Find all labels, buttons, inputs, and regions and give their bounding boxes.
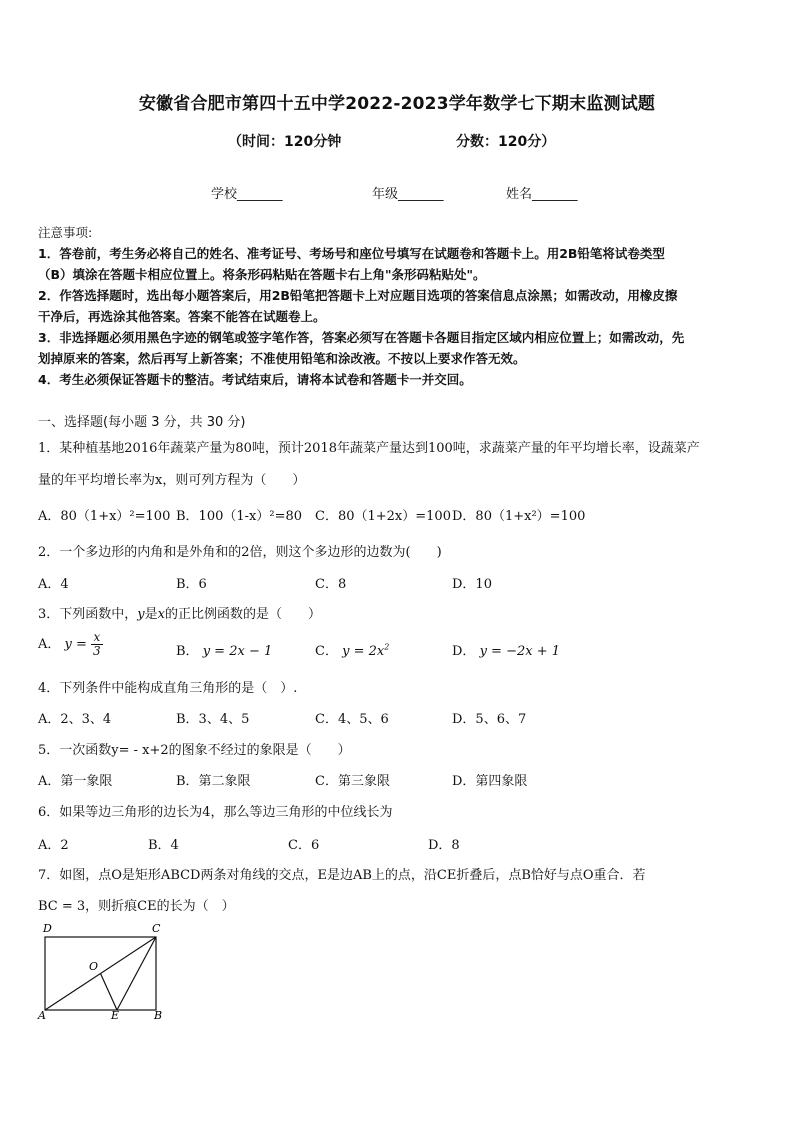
- q5-option-b: B．第二象限: [176, 774, 251, 789]
- question-1-line-1: 1．某种植基地2016年蔬菜产量为80吨，预计2018年蔬菜产量达到100吨，求蔬菜产量的年平均增长率，设蔬菜产: [38, 441, 700, 456]
- notice-heading: 注意事项:: [38, 225, 93, 240]
- q3-option-a-lhs: y =: [64, 637, 87, 652]
- label-b: B: [154, 1009, 163, 1022]
- q3-option-b-label: B．: [176, 644, 199, 659]
- q1-option-d: D．80（1+x²）=100: [452, 509, 586, 524]
- school-field: 学校_______: [211, 187, 283, 202]
- q1-option-b: B．100（1-x）²=80: [176, 509, 303, 524]
- fraction-numerator: x: [91, 631, 103, 645]
- question-6-stem: 6．如果等边三角形的边长为4，那么等边三角形的中位线长为: [38, 805, 393, 820]
- q5-option-a: A．第一象限: [38, 774, 113, 789]
- q2-option-d: D．10: [452, 577, 492, 592]
- notice-line: 3．非选择题必须用黑色字迹的钢笔或签字笔作答，答案必须写在答题卡各题目指定区域内相应位置上；如需改动，先: [38, 330, 685, 345]
- notice-line: 2．作答选择题时，选出每小题答案后，用2B铅笔把答题卡上对应题目选项的答案信息点涂黑；如需改动，用橡皮擦: [38, 288, 678, 303]
- q3-stem-b: 是: [144, 607, 158, 622]
- q3-option-c-expr: y = 2x: [342, 644, 385, 659]
- grade-field: 年级_______: [372, 187, 444, 202]
- notice-line: 4．考生必须保证答题卡的整洁。考试结束后，请将本试卷和答题卡一并交回。: [38, 372, 472, 387]
- notice-line: 划掉原来的答案，然后再写上新答案；不准使用铅笔和涂改液。不按以上要求作答无效。: [38, 351, 526, 366]
- q3-option-c: [315, 640, 389, 659]
- q2-option-a: A．4: [38, 577, 69, 592]
- label-e: E: [111, 1009, 120, 1022]
- q3-option-d: [452, 640, 560, 659]
- question-3-stem: [38, 603, 321, 622]
- exam-title: 安徽省合肥市第四十五中学2022-2023学年数学七下期末监测试题: [138, 94, 656, 114]
- rectangle-fold-figure: [36, 920, 176, 1024]
- q6-option-b: B．4: [148, 838, 179, 853]
- label-a: A: [38, 1009, 46, 1022]
- label-o: O: [89, 960, 99, 973]
- q3-stem-a: 3．下列函数中，: [38, 607, 138, 622]
- q3-stem-x: x: [157, 607, 165, 622]
- question-4-stem: 4．下列条件中能构成直角三角形的是（ ）.: [38, 681, 298, 696]
- question-5-stem: 5．一次函数y= - x+2的图象不经过的象限是（ ）: [38, 743, 351, 758]
- q3-stem-y: y: [137, 607, 145, 622]
- q5-option-d: D．第四象限: [452, 774, 528, 789]
- crease-ce: [117, 937, 156, 1010]
- question-2-stem: 2．一个多边形的内角和是外角和的2倍，则这个多边形的边数为( ): [38, 545, 442, 560]
- label-d: D: [43, 922, 52, 935]
- q3-stem-c: 的正比例函数的是（ ）: [165, 607, 322, 622]
- q4-option-d: D．5、6、7: [452, 712, 527, 727]
- q3-option-b: [176, 640, 272, 659]
- score-label: 分数：120分）: [456, 134, 556, 150]
- question-1-line-2: 量的年平均增长率为x，则可列方程为（ ）: [38, 473, 306, 488]
- q4-option-c: C．4、5、6: [315, 712, 389, 727]
- q3-option-b-expr: y = 2x − 1: [202, 644, 273, 659]
- q2-option-b: B．6: [176, 577, 207, 592]
- q6-option-d: D．8: [428, 838, 460, 853]
- q3-option-a: [38, 631, 103, 658]
- q3-option-d-label: D．: [452, 644, 476, 659]
- segment-oe: [101, 974, 118, 1011]
- q3-option-c-exponent: 2: [384, 642, 390, 652]
- section-heading: 一、选择题(每小题 3 分，共 30 分): [38, 415, 246, 430]
- name-field: 姓名_______: [506, 187, 578, 202]
- q4-option-a: A．2、3、4: [38, 712, 112, 727]
- q1-option-a: A．80（1+x）²=100: [38, 509, 171, 524]
- notice-line: 干净后，再选涂其他答案。答案不能答在试题卷上。: [38, 309, 326, 324]
- notice-line: （B）填涂在答题卡相应位置上。将条形码粘贴在答题卡右上角"条形码粘贴处"。: [38, 267, 486, 282]
- notice-block: [38, 222, 758, 390]
- q5-option-c: C．第三象限: [315, 774, 390, 789]
- question-7-line-2: BC = 3，则折痕CE的长为（ ）: [38, 899, 235, 914]
- q1-option-c: C．80（1+2x）=100: [315, 509, 451, 524]
- q3-option-a-label: A．: [38, 637, 61, 652]
- q3-option-c-label: C．: [315, 644, 338, 659]
- q3-option-d-expr: y = −2x + 1: [479, 644, 561, 659]
- q2-option-c: C．8: [315, 577, 347, 592]
- q6-option-c: C．6: [288, 838, 320, 853]
- q3-option-a-fraction: [91, 631, 103, 658]
- question-7-line-1: 7．如图，点O是矩形ABCD两条对角线的交点，E是边AB上的点，沿CE折叠后，点B恰好与点O重合．若: [38, 868, 646, 883]
- fraction-denominator: 3: [93, 644, 101, 658]
- q4-option-b: B．3、4、5: [176, 712, 250, 727]
- time-label: （时间：120分钟: [228, 134, 342, 150]
- notice-line: 1．答卷前，考生务必将自己的姓名、准考证号、考场号和座位号填写在试题卷和答题卡上。用2B铅笔将试卷类型: [38, 246, 665, 261]
- label-c: C: [152, 922, 161, 935]
- q6-option-a: A．2: [38, 838, 69, 853]
